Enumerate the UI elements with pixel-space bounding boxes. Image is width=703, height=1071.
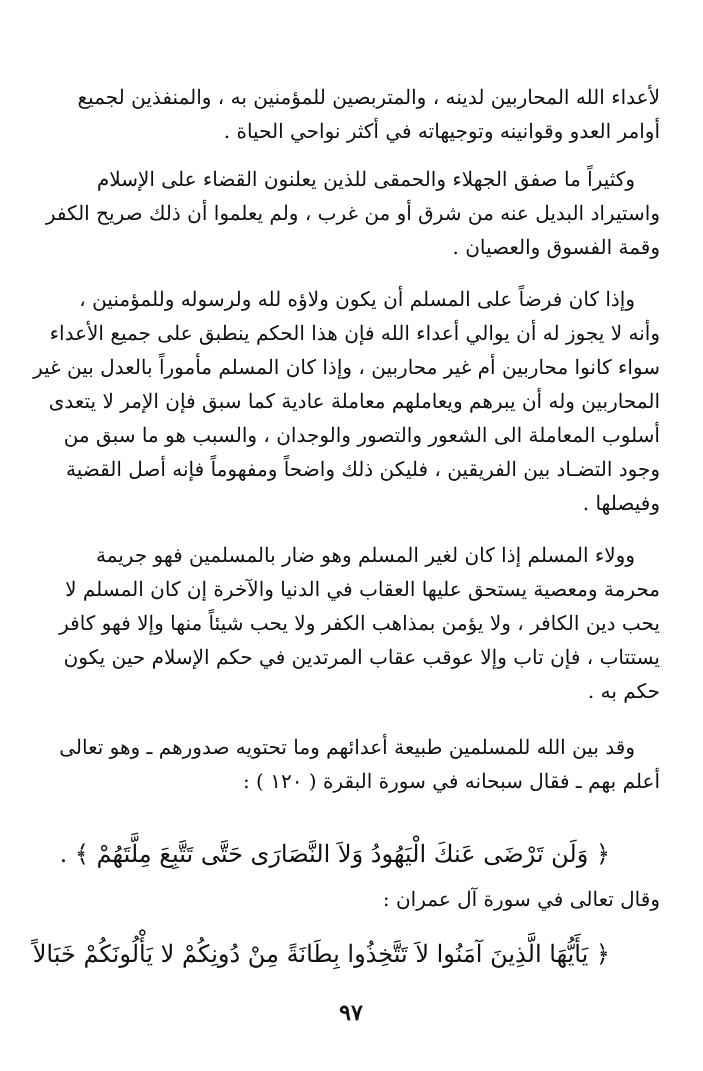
paragraph-4-line-3: يحب دين الكافر ، ولا يؤمن بمذاهب الكفر ولا يحب شيئاً منها وإلا فهو كافر xyxy=(59,611,660,635)
paragraph-5-line-1: وقد بين الله للمسلمين طبيعة أعدائهم وما تحتويه صدورهم ـ وهو تعالى xyxy=(59,735,635,759)
paragraph-3-line-7: وفيصلها . xyxy=(582,491,660,515)
paragraph-4-line-1: وولاء المسلم إذا كان لغير المسلم وهو ضار بالمسلمين فهو جريمة xyxy=(95,543,635,567)
paragraph-1-line-1: لأعداء الله المحاربين لدينه ، والمتربصين للمؤمنين به ، والمنفذين لجميع xyxy=(77,85,660,109)
paragraph-3-line-6: وجود التضـاد بين الفريقين ، فليكن ذلك واضحاً ومفهوماً فإنه أصل القضية xyxy=(66,457,660,481)
paragraph-2-line-2: واستيراد البديل عنه من شرق أو من غرب ، ولم يعلموا أن ذلك صريح الكفر xyxy=(45,201,660,225)
paragraph-3-line-4: المحاربين وله أن يبرهم ويعاملهم معاملة عادية كما سبق فإن الإمر لا يتعدى xyxy=(48,389,660,413)
paragraph-5-line-2: أعلم بهم ـ فقال سبحانه في سورة البقرة ( ١٢٠ ) : xyxy=(242,769,660,793)
paragraph-3-line-3: سواء كانوا محاربين أم غير محاربين ، وإذا كان المسلم مأموراً بالعدل بين غير xyxy=(33,355,660,379)
paragraph-2-line-3: وقمة الفسوق والعصيان . xyxy=(452,235,660,259)
paragraph-3-line-1: وإذا كان فرضاً على المسلم أن يكون ولاؤه لله ولرسوله وللمؤمنين ، xyxy=(79,287,635,311)
paragraph-3-line-2: وأنه لا يجوز له أن يوالي أعداء الله فإن هذا الحكم ينطبق على جميع الأعداء xyxy=(49,321,660,345)
paragraph-1-line-2: أوامر العدو وقوانينه وتوجيهاته في أكثر نواحي الحياة . xyxy=(223,119,660,143)
paragraph-3-line-5: أسلوب المعاملة الى الشعور والتصور والوجدان ، والسبب هو ما سبق من xyxy=(63,423,660,447)
paragraph-2-line-1: وكثيراً ما صفق الجهلاء والحمقى للذين يعلنون القضاء على الإسلام xyxy=(96,167,635,191)
quran-verse-1: ﴿ وَلَن تَرْضَى عَنكَ الْيَهُودُ وَلاَ النَّصَارَى حَتَّى تَتَّبِعَ مِلَّتَهُمْ ﴾ . xyxy=(59,840,610,868)
page-number: ٩٧ xyxy=(339,1000,363,1026)
paragraph-4-line-2: محرمة ومعصية يستحق عليها العقاب في الدنيا والآخرة إن كان المسلم لا xyxy=(65,577,660,601)
paragraph-4-line-4: يستتاب ، فإن تاب وإلا عوقب عقاب المرتدين في حكم الإسلام حين يكون xyxy=(63,645,660,669)
quran-verse-2: ﴿ يَأَيُّهَا الَّذِينَ آمَنُوا لاَ تَتَّخِذُوا بِطَانَةً مِنْ دُونِكُمْ لا يَأْلُونَكُمْ خَبَالاً xyxy=(32,940,610,968)
paragraph-4-line-5: حكم به . xyxy=(587,679,660,703)
verse-2-intro: وقال تعالى في سورة آل عمران : xyxy=(382,887,660,911)
